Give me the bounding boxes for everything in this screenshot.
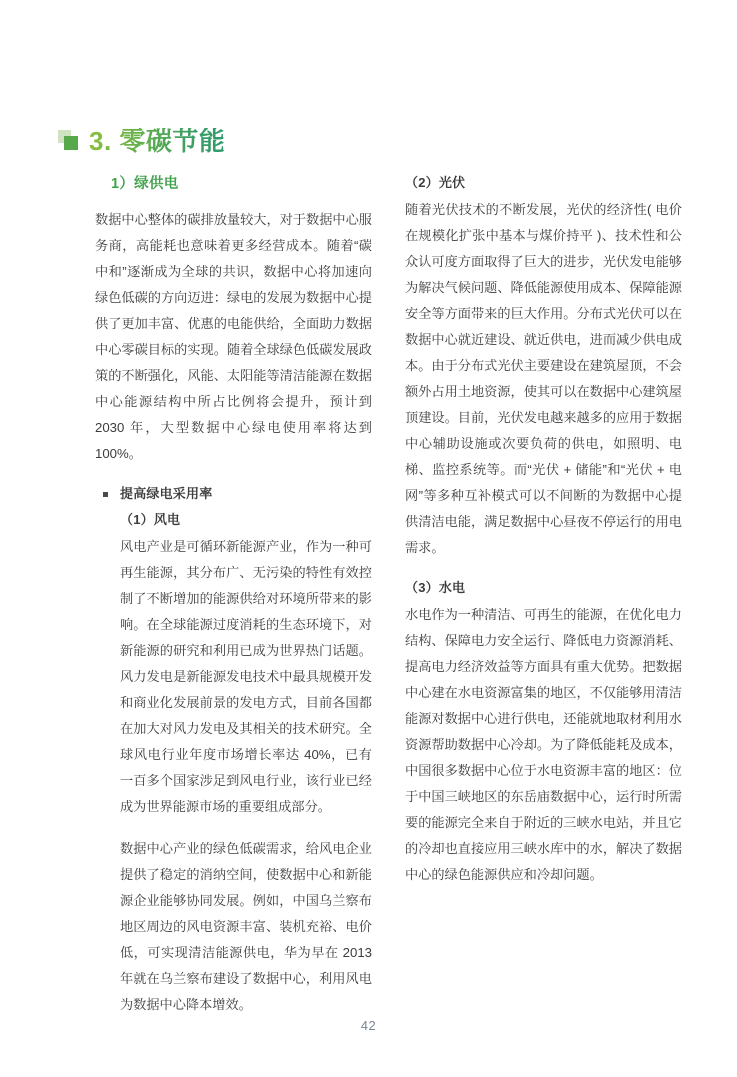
paragraph-green-power-intro: 数据中心整体的碳排放量较大，对于数据中心服务商，高能耗也意味着更多经营成本。随着“碳中和”逐渐成为全球的共识，数据中心将加速向绿色低碳的方向迈进：绿电的发展为数据中心提供了更加丰富、优惠的电能供给，全面助力数据中心零碳目标的实现。随着全球绿色低碳发展政策的不断强化，风能、太阳能等清洁能源在数据中心能源结构中所占比例将会提升，预计到 2030 年，大型数据中心绿电使用率将达到 100%。	[95, 212, 372, 461]
paragraph-hydropower: 水电作为一种清洁、可再生的能源，在优化电力结构、保障电力安全运行、降低电力资源消耗、提高电力经济效益等方面具有重大优势。把数据中心建在水电资源富集的地区，不仅能够用清洁能源对数据中心进行供电，还能就地取材利用水资源帮助数据中心冷却。为了降低能耗及成本，中国很多数据中心位于水电资源丰富的地区：位于中国三峡地区的东岳庙数据中心，运行时所需要的能源完全来自于附近的三峡水电站，并且它的冷却也直接应用三峡水库中的水，解决了数据中心的绿色能源供应和冷却问题。	[405, 607, 682, 882]
double-square-marker-icon	[58, 130, 80, 152]
page-number: 42	[360, 1018, 377, 1033]
left-column	[95, 172, 372, 1034]
right-column	[405, 172, 682, 904]
item-heading-wind-power: （1）风电	[120, 512, 181, 527]
paragraph-photovoltaic: 随着光伏技术的不断发展，光伏的经济性( 电价在规模化扩张中基本与煤价持平 )、技术性和公众认可度方面取得了巨大的进步，光伏发电能够为解决气候问题、降低能源使用成本、保障能源安全等方面带来的巨大作用。分布式光伏可以在数据中心就近建设、就近供电，进而减少供电成本。由于分布式光伏主要建设在建筑屋顶，不会额外占用土地资源，使其可以在数据中心建筑屋顶建设。目前，光伏发电越来越多的应用于数据中心辅助设施或次要负荷的供电，如照明、电梯、监控系统等。而“光伏 + 储能”和“光伏 + 电网”等多种互补模式可以不间断的为数据中心提供清洁电能，满足数据中心昼夜不停运行的用电需求。	[405, 202, 682, 555]
square-bullet-icon	[103, 492, 108, 497]
item-heading-photovoltaic: （2）光伏	[405, 175, 466, 190]
bullet-heading-label: 提高绿电采用率	[120, 486, 213, 501]
item-heading-hydropower: （3）水电	[405, 580, 466, 595]
paragraph-wind-power-1: 风电产业是可循环新能源产业，作为一种可再生能源，其分布广、无污染的特性有效控制了不断增加的能源供给对环境所带来的影响。在全球能源过度消耗的生态环境下，对新能源的研究和利用已成为世界热门话题。风力发电是新能源发电技术中最具规模开发和商业化发展前景的发电方式，目前各国都在加大对风力发电及其相关的技术研究。全球风电行业年度市场增长率达 40%，已有一百多个国家涉足到风电行业，该行业已经成为世界能源市场的重要组成部分。	[120, 539, 372, 814]
item-wind-power	[120, 509, 372, 1018]
paragraph-wind-power-2: 数据中心产业的绿色低碳需求，给风电企业提供了稳定的消纳空间，使数据中心和新能源企业能够协同发展。例如，中国乌兰察布地区周边的风电资源丰富、装机充裕、电价低，可实现清洁能源供电，华为早在 2013 年就在乌兰察布建设了数据中心，利用风电为数据中心降本增效。	[120, 841, 372, 1012]
item-hydropower	[405, 577, 682, 888]
subsection-heading-green-power: 1）绿供电	[111, 176, 179, 192]
section-title-row	[58, 128, 225, 154]
item-photovoltaic	[405, 172, 682, 561]
bullet-heading-row	[95, 483, 372, 505]
section-title: 3. 零碳节能	[89, 126, 226, 156]
